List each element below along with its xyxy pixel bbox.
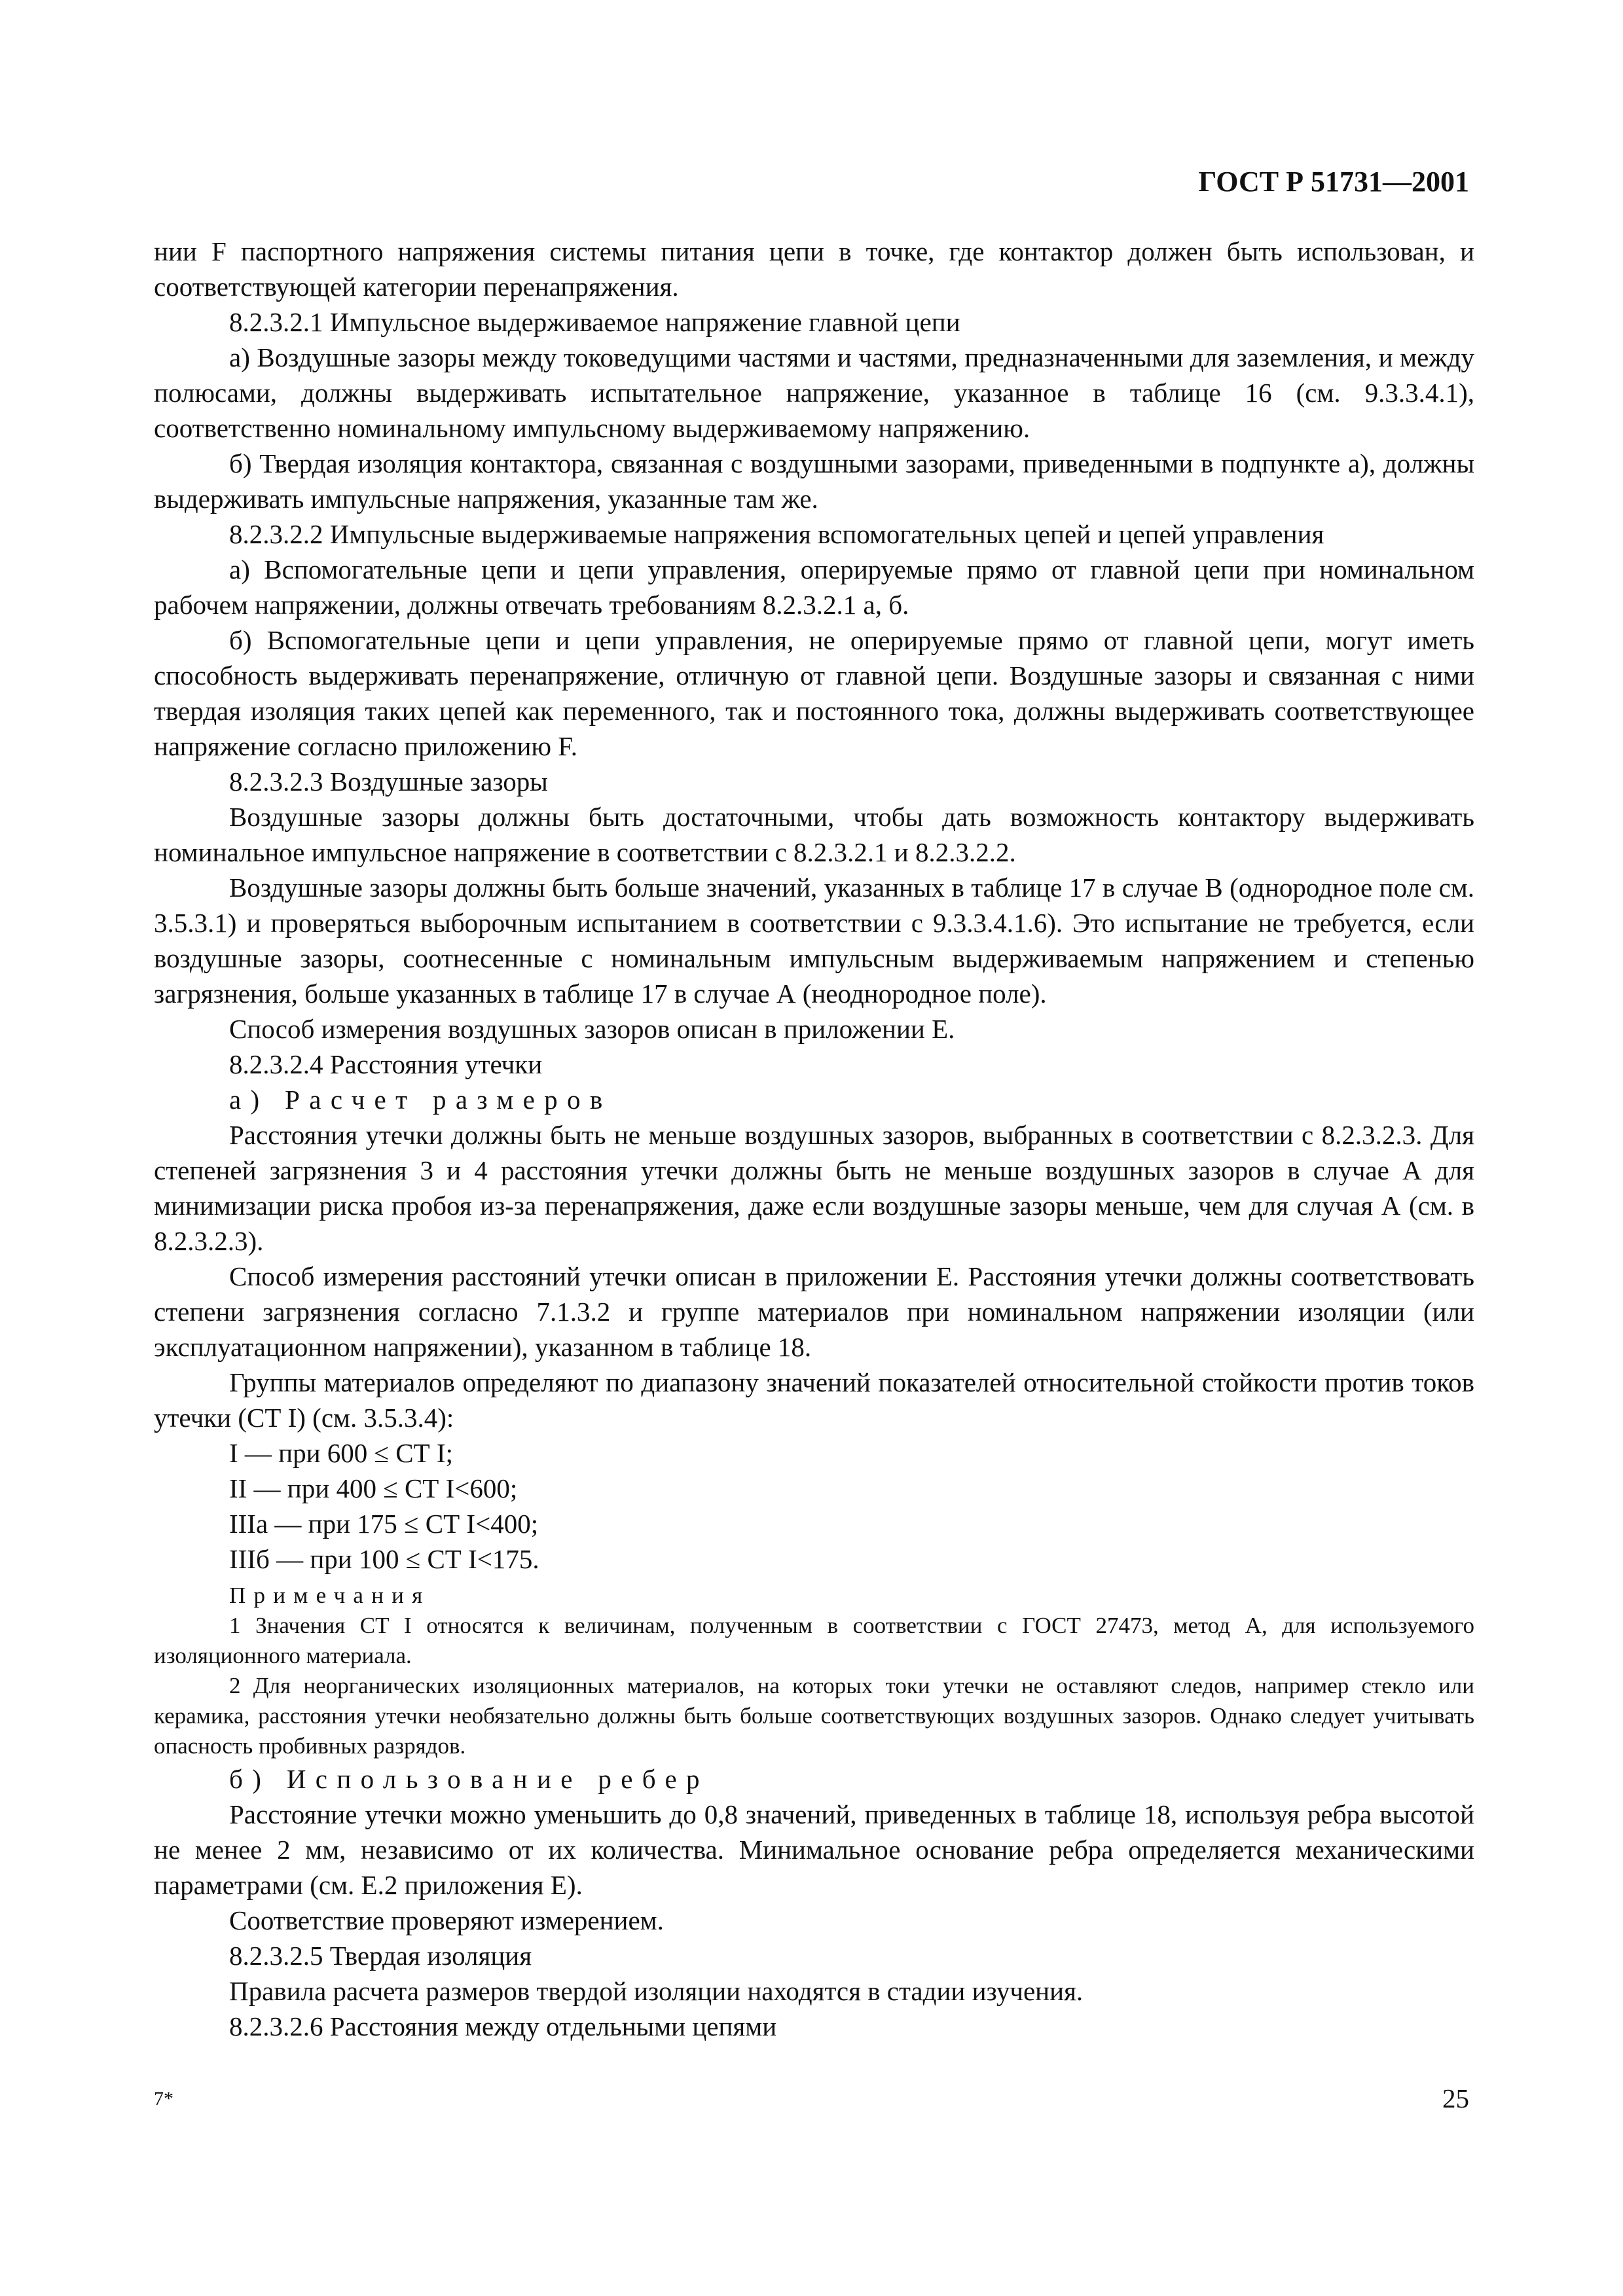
notes-block bbox=[154, 1581, 1474, 1761]
list-item: IIIa — при 175 ≤ СТ I<400; bbox=[229, 1509, 539, 1539]
paragraph: Воздушные зазоры должны быть достаточными, чтобы дать возможность контактору выдерживать номинальное импульсное напряжение в соответствии с 8.2.3.2.1 и 8.2.3.2.2. bbox=[154, 802, 1474, 867]
list-item: I — при 600 ≤ СТ I; bbox=[229, 1438, 453, 1468]
document-header: ГОСТ Р 51731—2001 bbox=[1198, 166, 1469, 198]
page-number: 25 bbox=[1442, 2083, 1469, 2113]
section-heading: 8.2.3.2.6 Расстояния между отдельными цепями bbox=[229, 2011, 777, 2041]
section-heading: 8.2.3.2.2 Импульсные выдерживаемые напряжения вспомогательных цепей и цепей управления bbox=[229, 519, 1324, 549]
list-item: II — при 400 ≤ СТ I<600; bbox=[229, 1473, 518, 1503]
paragraph: б) Твердая изоляция контактора, связанная с воздушными зазорами, приведенными в подпункте а), должны выдерживать импульсные напряжения, указанные там же. bbox=[154, 448, 1474, 514]
subsection-heading-text: б) Использование ребер bbox=[229, 1764, 709, 1794]
paragraph: Воздушные зазоры должны быть больше значений, указанных в таблице 17 в случае В (однородное поле см. 3.5.3.1) и проверяться выборочным испытанием в соответствии с 9.3.3.4.1.6). Это испытание не требуется, если воздушные зазоры, соотнесенные с номинальным импульсным выдерживаемым напряжением и степенью загрязнения, больше указанных в таблице 17 в случае А (неоднородное поле). bbox=[154, 872, 1474, 1009]
note-item: 2 Для неорганических изоляционных материалов, на которых токи утечки не оставляют следов, например стекло или керамика, расстояния утечки необязательно должны быть больше соответствующих воздушных зазоров. Однако следует учитывать опасность пробивных разрядов. bbox=[154, 1673, 1474, 1759]
paragraph: а) Воздушные зазоры между токоведущими частями и частями, предназначенными для заземления, и между полюсами, должны выдерживать испытательное напряжение, указанное в таблице 16 (см. 9.3.3.4.1), соответственно номинальному импульсному выдерживаемому напряжению. bbox=[154, 342, 1474, 443]
paragraph: б) Вспомогательные цепи и цепи управления, не оперируемые прямо от главной цепи, могут иметь способность выдерживать перенапряжение, отличную от главной цепи. Воздушные зазоры и связанная с ними твердая изоляция таких цепей как переменного, так и постоянного тока, должны выдерживать соответствующее напряжение согласно приложению F. bbox=[154, 625, 1474, 761]
paragraph: Способ измерения воздушных зазоров описан в приложении Е. bbox=[229, 1014, 955, 1044]
section-heading: 8.2.3.2.5 Твердая изоляция bbox=[229, 1941, 532, 1971]
paragraph: Правила расчета размеров твердой изоляции находятся в стадии изучения. bbox=[229, 1976, 1084, 2006]
section-heading: 8.2.3.2.4 Расстояния утечки bbox=[229, 1049, 543, 1079]
paragraph: Группы материалов определяют по диапазону значений показателей относительной стойкости против токов утечки (СТ I) (см. 3.5.3.4): bbox=[154, 1367, 1474, 1433]
paragraph: Соответствие проверяют измерением. bbox=[229, 1905, 664, 1935]
subsection-heading: а) Расчет размеров bbox=[229, 1085, 612, 1115]
paragraph: Способ измерения расстояний утечки описан в приложении Е. Расстояния утечки должны соответствовать степени загрязнения согласно 7.1.3.2 и группе материалов при номинальном напряжении изоляции (или эксплуатационном напряжении), указанном в таблице 18. bbox=[154, 1261, 1474, 1362]
notes-heading: Примечания bbox=[229, 1583, 431, 1608]
note-item: 1 Значения СТ I относятся к величинам, полученным в соответствии с ГОСТ 27473, метод А, для используемого изоляционного материала. bbox=[154, 1613, 1474, 1668]
document-body bbox=[154, 234, 1474, 2044]
sheet-mark: 7* bbox=[154, 2088, 173, 2109]
section-heading: 8.2.3.2.1 Импульсное выдерживаемое напряжение главной цепи bbox=[229, 307, 960, 337]
list-item: IIIб — при 100 ≤ СТ I<175. bbox=[229, 1544, 539, 1574]
section-heading: 8.2.3.2.3 Воздушные зазоры bbox=[229, 766, 548, 797]
paragraph: нии F паспортного напряжения системы питания цепи в точке, где контактор должен быть использован, и соответствующей категории перенапряжения. bbox=[154, 236, 1474, 302]
subsection-heading bbox=[154, 1761, 1474, 1797]
paragraph: Расстояние утечки можно уменьшить до 0,8 значений, приведенных в таблице 18, используя ребра высотой не менее 2 мм, независимо от их количества. Минимальное основание ребра определяется механическими параметрами (см. Е.2 приложения Е). bbox=[154, 1799, 1474, 1900]
paragraph: а) Вспомогательные цепи и цепи управления, оперируемые прямо от главной цепи при номинальном рабочем напряжении, должны отвечать требованиям 8.2.3.2.1 а, б. bbox=[154, 554, 1474, 620]
paragraph: Расстояния утечки должны быть не меньше воздушных зазоров, выбранных в соответствии с 8.2.3.2.3. Для степеней загрязнения 3 и 4 расстояния утечки должны быть не меньше воздушных зазоров в случае А для минимизации риска пробоя из-за перенапряжения, даже если воздушные зазоры меньше, чем для случая А (см. в 8.2.3.2.3). bbox=[154, 1120, 1474, 1256]
